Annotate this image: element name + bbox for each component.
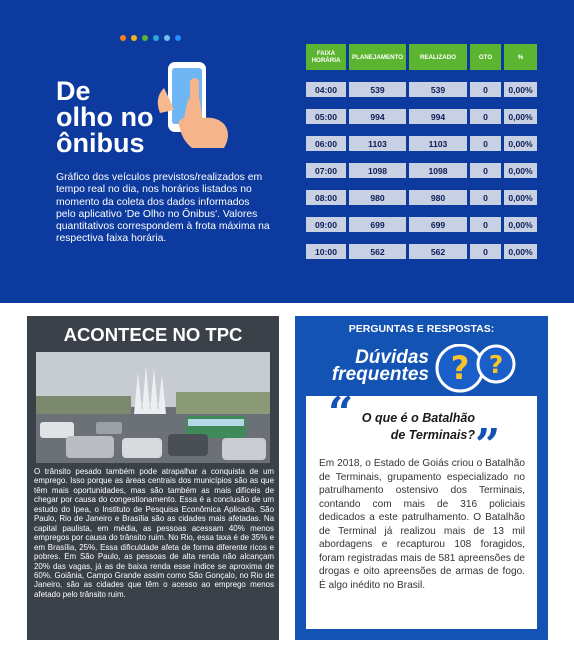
title-line: ônibus [56,128,145,158]
cell-faixa: 09:00 [306,217,346,232]
cell-planejamento: 699 [349,217,406,232]
cell-realizado: 562 [409,244,467,259]
cell-percent: 0,00% [504,244,537,259]
faq-question [345,410,475,444]
table-row [306,136,537,151]
cell-percent: 0,00% [504,109,537,124]
dot [131,35,137,41]
cell-realizado: 994 [409,109,467,124]
cell-planejamento: 980 [349,190,406,205]
open-quote-icon: “ [328,388,354,439]
cell-gto: 0 [470,163,501,178]
dot [164,35,170,41]
traffic-photo [36,352,270,463]
cell-planejamento: 1098 [349,163,406,178]
table-row [306,244,537,259]
faq-heading: PERGUNTAS E RESPOSTAS: [348,323,495,335]
dot [142,35,148,41]
header-planejamento: PLANEJAMENTO [349,44,406,70]
table-row [306,217,537,232]
cell-gto: 0 [470,217,501,232]
title-line: olho no [56,102,154,132]
header-faixa: FAIXA HORÁRIA [306,44,346,70]
cell-percent: 0,00% [504,136,537,151]
dot [153,35,159,41]
cell-gto: 0 [470,244,501,259]
cell-percent: 0,00% [504,82,537,97]
cell-gto: 0 [470,109,501,124]
svg-text:?: ? [488,350,504,379]
header-gto: GTO [470,44,501,70]
table-header [306,44,537,70]
cell-realizado: 1103 [409,136,467,151]
header-percent: % [504,44,537,70]
cell-faixa: 07:00 [306,163,346,178]
decorative-dots [120,35,181,41]
cell-gto: 0 [470,136,501,151]
cell-percent: 0,00% [504,217,537,232]
section-description: Gráfico dos veículos previstos/realizados em tempo real no dia, nos horários listados no momento da coleta dos dados informados pelo aplicativo 'De Olho no Ônibus'. Valores quantitativos correspondem à frota máxima na respectiva faixa horária. [56,172,270,245]
title-line: De [56,76,91,106]
cell-planejamento: 562 [349,244,406,259]
header-realizado: REALIZADO [409,44,467,70]
cell-gto: 0 [470,190,501,205]
cell-percent: 0,00% [504,163,537,178]
cell-planejamento: 539 [349,82,406,97]
cell-realizado: 699 [409,217,467,232]
faq-question-line: de Terminais? [390,428,475,442]
phone-tap-icon [150,58,245,153]
svg-text:?: ? [450,349,470,387]
cell-gto: 0 [470,82,501,97]
cell-faixa: 06:00 [306,136,346,151]
faq-title [319,349,429,383]
question-marks-icon [430,344,525,394]
cell-planejamento: 994 [349,109,406,124]
cell-realizado: 539 [409,82,467,97]
table-row [306,163,537,178]
table-row [306,82,537,97]
top-panel [0,0,574,303]
news-heading: ACONTECE NO TPC [63,324,243,345]
cell-faixa: 10:00 [306,244,346,259]
news-body: O trânsito pesado também pode atrapalhar a conquista de um emprego. Isso porque as áreas centrais dos municípios são as que têm mais oportunidades, mas são também as mais difíceis de chegar por causa do congestionamento. Essa é a conclusão de um estudo do Ipea, o Instituto de Pesquisa Econômica Aplicada. São Paulo, Rio de Janeiro e Brasília são as cidades mais afetadas. Na capital paulista, em média, as pessoas acessam 40% menos empregos por causa do trânsito ruim. No Rio, essa taxa é de 35% e em Brasília, 25%. Essa dificuldade afeta de forma diferente ricos e pobres. Em São Paulo, as pessoas de alta renda não alcançam 20% das vagas, já as de baixa renda esse índice se aproxima de 60%. Goiânia, Campo Grande assim como São Gonçalo, no Rio de Janeiro, são as cidades que têm o acesso ao emprego menos afetado pelo trânsito ruim. [34,467,274,599]
cell-realizado: 980 [409,190,467,205]
cell-planejamento: 1103 [349,136,406,151]
faq-title-line: frequentes [331,364,429,385]
faq-question-line: O que é o Batalhão [361,411,475,425]
table-row [306,190,537,205]
cell-faixa: 04:00 [306,82,346,97]
faq-title-line: Dúvidas [355,347,429,368]
cell-faixa: 05:00 [306,109,346,124]
close-quote-icon: ” [475,420,501,471]
news-panel [27,316,279,640]
cell-realizado: 1098 [409,163,467,178]
faq-answer: Em 2018, o Estado de Goiás criou o Batalhão de Terminais, grupamento especializado no patrulhamento ostensivo dos Terminais, contando com mais de 316 policiais dedicados a este patrulhamento. O Batalhão de Terminal já realizou mais de 13 mil abordagens e recapturou 108 foragidos, foram registradas mais de 581 apreensões de drogas e oito apreensões de armas de fogo. É algo inédito no Brasil. [319,458,525,591]
table-row [306,109,537,124]
schedule-table [306,44,537,257]
dot [120,35,126,41]
dot [175,35,181,41]
cell-percent: 0,00% [504,190,537,205]
cell-faixa: 08:00 [306,190,346,205]
faq-panel [295,316,548,640]
